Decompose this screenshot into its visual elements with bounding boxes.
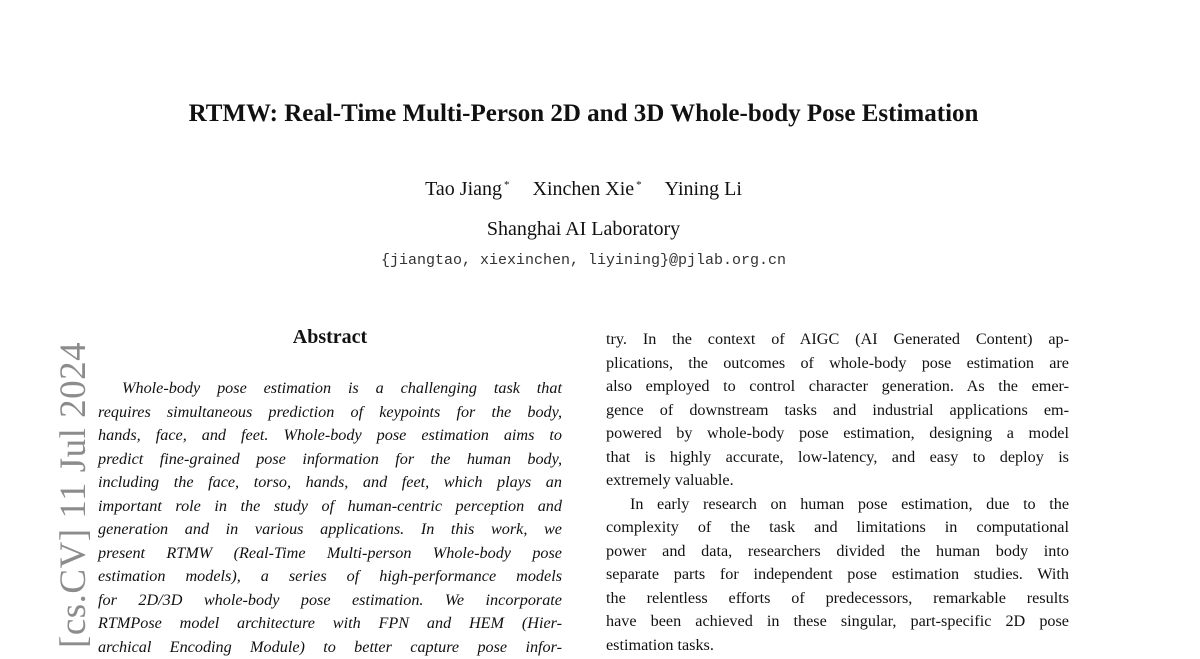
equal-contribution-mark: * xyxy=(636,179,642,191)
body-line: power and data, researchers divided the human body into xyxy=(606,540,1069,564)
body-line: gence of downstream tasks and industrial applications em- xyxy=(606,399,1069,423)
intro-column xyxy=(606,328,1069,657)
abstract-body xyxy=(98,377,562,659)
abstract-line: requires simultaneous prediction of keypoints for the body, xyxy=(98,401,562,425)
abstract-line: generation and in various applications. In this work, we xyxy=(98,518,562,542)
paper-title: RTMW: Real-Time Multi-Person 2D and 3D Whole-body Pose Estimation xyxy=(0,100,1167,128)
arxiv-side-stamp: [cs.CV] 11 Jul 2024 xyxy=(52,342,95,648)
abstract-line: estimation models), a series of high-performance models xyxy=(98,565,562,589)
body-line: plications, the outcomes of whole-body pose estimation are xyxy=(606,352,1069,376)
abstract-line: including the face, torso, hands, and feet, which plays an xyxy=(98,471,562,495)
intro-paragraph-2 xyxy=(606,493,1069,658)
author-name: Xinchen Xie xyxy=(533,178,635,200)
body-line: separate parts for independent pose estimation studies. With xyxy=(606,563,1069,587)
abstract-line: predict fine-grained pose information for the human body, xyxy=(98,448,562,472)
equal-contribution-mark: * xyxy=(504,179,510,191)
affiliation: Shanghai AI Laboratory xyxy=(0,218,1167,241)
abstract-line: archical Encoding Module) to better capture pose infor- xyxy=(98,636,562,659)
abstract-line: for 2D/3D whole-body pose estimation. We incorporate xyxy=(98,589,562,613)
body-line: In early research on human pose estimation, due to the xyxy=(606,493,1069,517)
body-line: try. In the context of AIGC (AI Generated Content) ap- xyxy=(606,328,1069,352)
author-3 xyxy=(665,178,742,201)
body-line: have been achieved in these singular, part-specific 2D pose xyxy=(606,610,1069,634)
abstract-line: hands, face, and feet. Whole-body pose estimation aims to xyxy=(98,424,562,448)
author-2 xyxy=(533,178,642,201)
abstract-line: important role in the study of human-centric perception and xyxy=(98,495,562,519)
body-line: powered by whole-body pose estimation, designing a model xyxy=(606,422,1069,446)
abstract-line: RTMPose model architecture with FPN and HEM (Hier- xyxy=(98,612,562,636)
abstract-line: Whole-body pose estimation is a challenging task that xyxy=(98,377,562,401)
author-emails: {jiangtao, xiexinchen, liyining}@pjlab.org.cn xyxy=(0,252,1167,269)
abstract-line: present RTMW (Real-Time Multi-person Whole-body pose xyxy=(98,542,562,566)
body-line: estimation tasks. xyxy=(606,634,1069,658)
author-list xyxy=(0,178,1167,201)
body-line: that is highly accurate, low-latency, and easy to deploy is xyxy=(606,446,1069,470)
body-line: the relentless efforts of predecessors, remarkable results xyxy=(606,587,1069,611)
intro-paragraph-1 xyxy=(606,328,1069,493)
author-name: Tao Jiang xyxy=(425,178,502,200)
author-1 xyxy=(425,178,509,201)
body-line: extremely valuable. xyxy=(606,469,1069,493)
author-name: Yining Li xyxy=(665,178,742,200)
body-line: complexity of the task and limitations in computational xyxy=(606,516,1069,540)
body-line: also employed to control character generation. As the emer- xyxy=(606,375,1069,399)
abstract-heading: Abstract xyxy=(98,326,562,349)
